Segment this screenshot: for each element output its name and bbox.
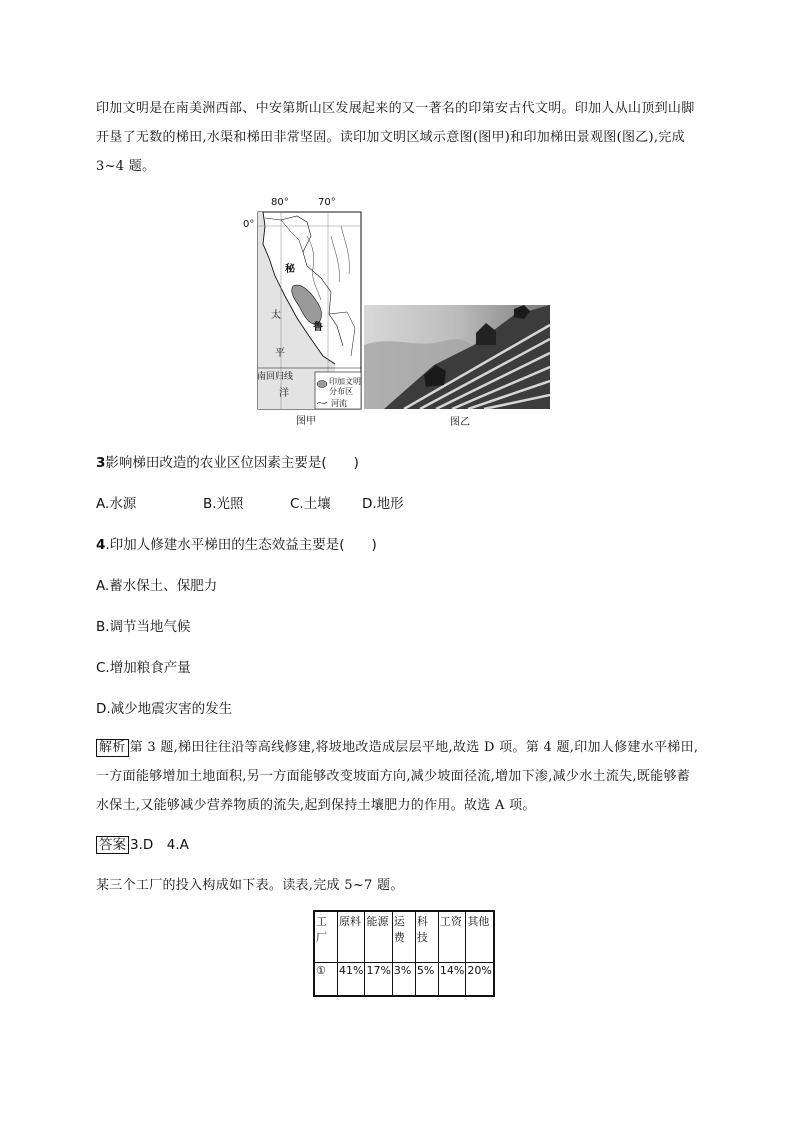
analysis-text: 第 3 题,梯田往往沿等高线修建,将坡地改造成层层平地,故选 D 项。第 4 题,印加人修建水平梯田,一方面能够增加土地面积,另一方面能够改变坡面方向,减少坡面径流,增加下渗,减少水土流失,既能够蓄水保土,又能够减少营养物质的流失,起到保持土壤肥力的作用。故选 A 项。 [96, 740, 699, 813]
table-header-cell: 其他 [466, 911, 494, 963]
question-3-text: 影响梯田改造的农业区位因素主要是( ) [105, 455, 359, 471]
tropic-label: 南回归线 [257, 372, 294, 382]
question-3-number: 3 [96, 455, 106, 471]
question-4-option-d: D.减少地震灾害的发生 [96, 701, 233, 717]
factory-input-table [313, 910, 495, 997]
table-cell: 41% [338, 963, 365, 997]
answer-label: 答案 [96, 836, 129, 854]
photo-caption: 图乙 [450, 417, 470, 428]
question-3-option-b: B.光照 [203, 496, 244, 512]
terrace-photo [364, 305, 550, 428]
question-4-number: 4 [96, 537, 106, 553]
question-4-option-b: B.调节当地气候 [96, 619, 191, 635]
longitude-80-label: 80° [271, 197, 289, 208]
question-4-text: .印加人修建水平梯田的生态效益主要是( ) [105, 537, 377, 553]
analysis-block [96, 733, 701, 820]
ocean-label-2: 平 [275, 348, 285, 359]
question-4-option-a: A.蓄水保土、保肥力 [96, 578, 218, 594]
table-header-cell: 运费 [392, 911, 415, 963]
table-cell: ① [314, 963, 338, 997]
table-header-cell: 工厂 [314, 911, 338, 963]
legend-area-label-2: 分布区 [329, 387, 353, 396]
table-row [314, 963, 494, 997]
equator-label: 0° [243, 219, 255, 230]
table-cell: 17% [365, 963, 392, 997]
answer-block [96, 833, 189, 854]
table-header-cell: 科技 [415, 911, 438, 963]
question-3-stem [96, 451, 359, 471]
table-header-cell: 能源 [365, 911, 392, 963]
country-label-1: 秘 [285, 264, 295, 275]
table-cell: 3% [392, 963, 415, 997]
table-intro: 某三个工厂的投入构成如下表。读表,完成 5~7 题。 [96, 878, 404, 893]
question-4-option-c: C.增加粮食产量 [96, 660, 191, 676]
intro-paragraph: 印加文明是在南美洲西部、中安第斯山区发展起来的又一著名的印第安古代文明。印加人从山顶到山脚开垦了无数的梯田,水渠和梯田非常坚固。读印加文明区域示意图(图甲)和印加梯田景观图(图乙),完成 3~4 题。 [96, 101, 695, 174]
table-cell: 5% [415, 963, 438, 997]
country-label-2: 鲁 [313, 322, 323, 333]
analysis-label: 解析 [96, 739, 129, 757]
legend-area-label-1: 印加文明 [329, 377, 361, 386]
question-3-option-d: D.地形 [362, 496, 404, 512]
table-cell: 20% [466, 963, 494, 997]
answer-text: 3.D 4.A [130, 837, 189, 853]
ocean-label-3: 洋 [279, 388, 289, 399]
question-4-stem [96, 533, 377, 553]
question-3-option-a: A.水源 [96, 496, 137, 512]
legend-river-label: 河流 [331, 399, 347, 408]
table-header-cell: 原料 [338, 911, 365, 963]
question-3-option-c: C.土壤 [290, 496, 331, 512]
inca-region-map [243, 196, 363, 427]
ocean-label-1: 太 [271, 310, 281, 321]
table-cell: 14% [438, 963, 465, 997]
table-header-cell: 工资 [438, 911, 465, 963]
terrace-photo-graphic [364, 305, 550, 409]
longitude-70-label: 70° [318, 197, 336, 208]
table-header-row [314, 911, 494, 963]
map-caption: 图甲 [296, 416, 316, 427]
